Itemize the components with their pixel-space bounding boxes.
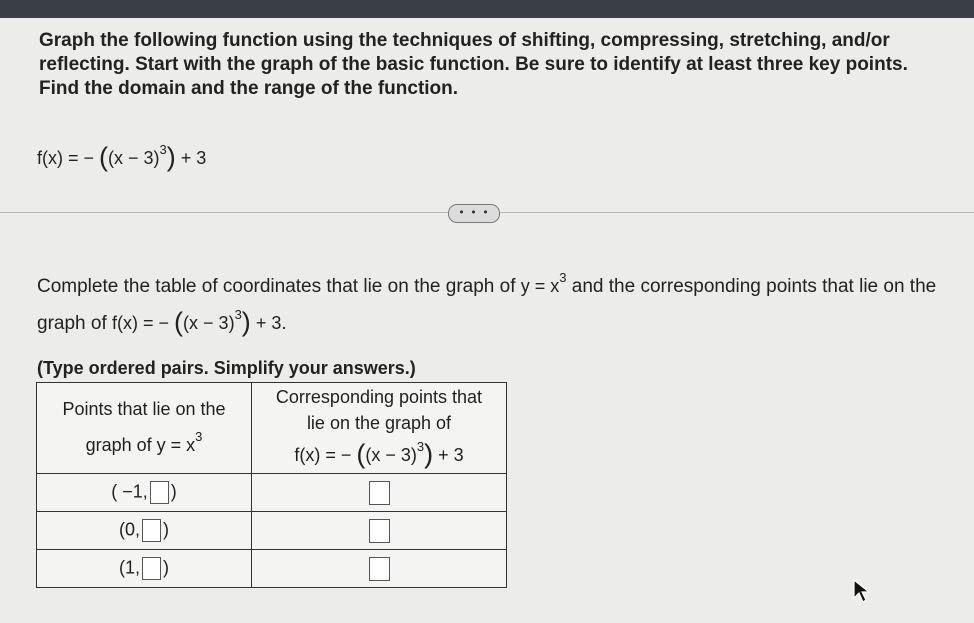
formula-exponent: 3 [159, 142, 167, 157]
header-formula-tail: + 3 [438, 444, 464, 465]
y-answer-box[interactable] [142, 557, 161, 580]
formula-lhs-2: f(x) = − [112, 313, 170, 333]
formula-inner-2: (x − 3) [183, 313, 235, 333]
header-basic-function: y = x [156, 435, 196, 455]
header-basic-line1: Points that lie on the [62, 399, 226, 419]
transformed-answer-box[interactable] [369, 519, 390, 543]
header-basic-line2 [37, 427, 251, 465]
header-formula-lhs: f(x) = − [294, 444, 352, 465]
header-basic-exponent: 3 [195, 429, 203, 444]
mouse-cursor-icon [852, 578, 874, 604]
basic-exponent: 3 [559, 270, 567, 285]
point-x-value: −1 [122, 481, 143, 502]
transformed-point-cell [252, 474, 507, 512]
header-formula-inner: (x − 3) [365, 444, 417, 465]
function-formula: f(x) = − $((x - 3)^3) + 3$ [37, 142, 207, 172]
formula-lhs: f(x) = − [37, 148, 95, 168]
expand-more-button[interactable]: • • • [448, 204, 500, 223]
table-header-row [37, 383, 507, 474]
formula-tail-2: + 3 [255, 313, 282, 333]
table-instructions: Complete the table of coordinates that lie on the graph of $y = x^3$ and the corresponding points that lie on the graph of f(x) = − $((x - 3)^3) + 3$. [37, 270, 937, 337]
header-basic-points [37, 383, 252, 474]
transformed-answer-box[interactable] [369, 481, 390, 505]
header-transformed-points [252, 383, 507, 474]
formula-tail: + 3 [180, 148, 207, 168]
y-answer-box[interactable] [150, 481, 169, 504]
header-transformed-formula: f(x) = − $((x - 3)^3) + 3$ [294, 438, 464, 469]
basic-point-cell: (1, ) [37, 550, 252, 588]
instruction-text-1: Complete the table of coordinates that lie on the graph of [37, 276, 516, 297]
instruction-text-2: and the corresponding points that lie on the graph of [37, 276, 937, 334]
basic-point-cell: (0, ) [37, 512, 252, 550]
header-transformed-line2: lie on the graph of [306, 412, 452, 433]
table-row [37, 550, 507, 588]
transformed-answer-box[interactable] [369, 557, 390, 581]
table-row [37, 474, 507, 512]
header-transformed-line1: Corresponding points that [275, 386, 483, 407]
basic-point-cell: ( −1, ) [37, 474, 252, 512]
y-answer-box[interactable] [142, 519, 161, 542]
formula-inner: (x − 3) [108, 148, 160, 168]
formula-exponent-2: 3 [234, 307, 242, 322]
table-row [37, 512, 507, 550]
header-formula-exponent: 3 [416, 438, 425, 454]
transformed-point-cell [252, 512, 507, 550]
problem-instructions: Graph the following function using the techniques of shifting, compressing, stretching, and/or reflecting. Start with the graph of the basic function. Be sure to identify at least three key points. Find the domain and the range of the function. [39, 30, 908, 99]
point-x-value: 1 [124, 557, 135, 578]
transformed-point-cell [252, 550, 507, 588]
header-basic-label: graph of [85, 435, 152, 455]
coordinates-table [36, 382, 507, 588]
point-x-value: 0 [124, 519, 135, 540]
window-top-bar [0, 0, 974, 18]
basic-function: y = x [520, 276, 560, 296]
answer-format-hint: (Type ordered pairs. Simplify your answers.) [37, 358, 416, 378]
instruction-period: . [281, 313, 287, 334]
